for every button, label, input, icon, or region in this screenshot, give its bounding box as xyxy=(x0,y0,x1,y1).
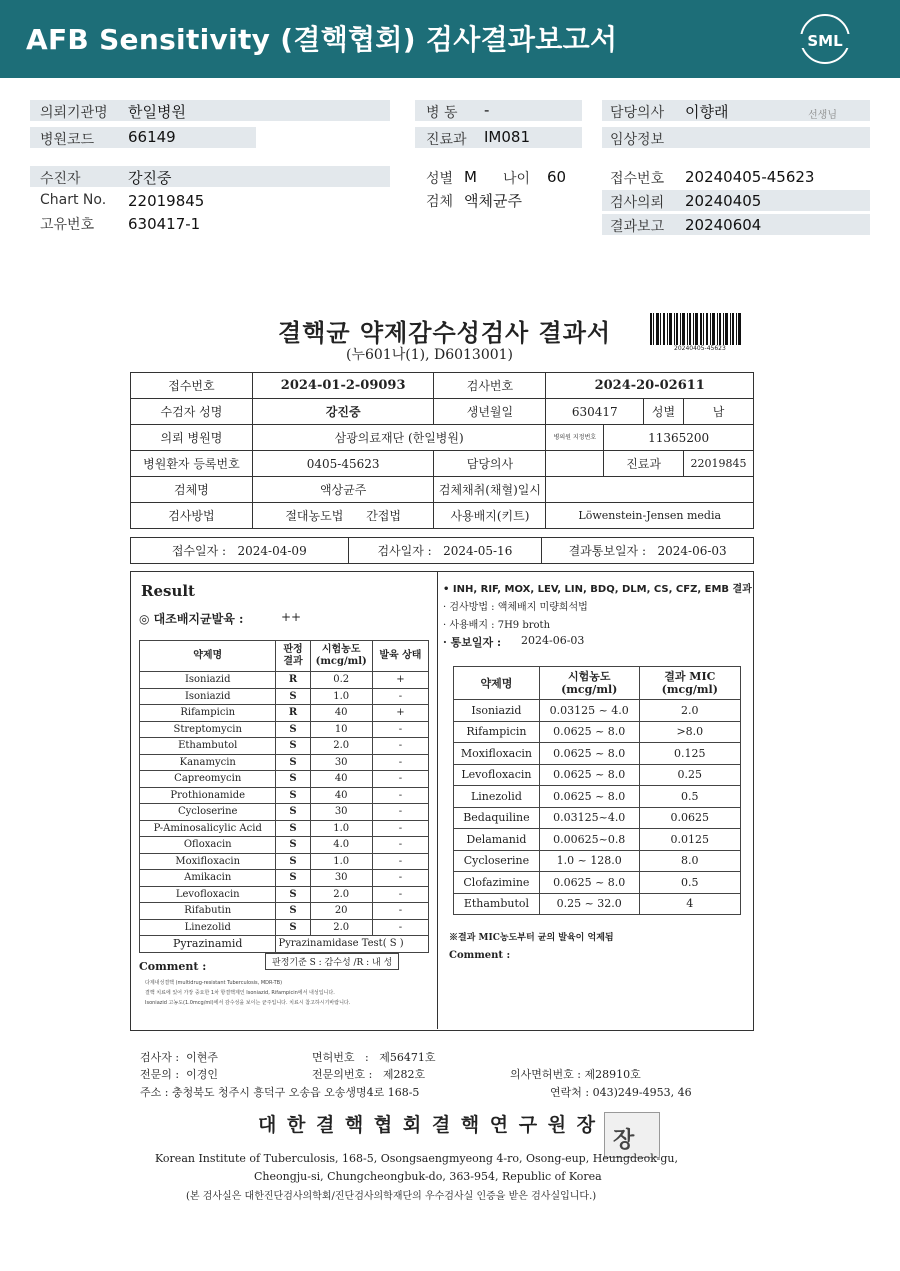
conc-cell: 1.0 xyxy=(310,688,372,705)
drug-cell: Levofloxacin xyxy=(140,886,276,903)
table-row xyxy=(140,853,429,870)
ward-value: - xyxy=(484,101,490,119)
table-row xyxy=(140,804,429,821)
drug-cell: Prothionamide xyxy=(140,787,276,804)
tested-label: 검사일자 : xyxy=(377,544,432,558)
institution-value: 한일병원 xyxy=(128,103,186,121)
info-reg-label: 병원환자 등록번호 xyxy=(131,451,253,477)
institution-label: 의뢰기관명 xyxy=(40,105,108,121)
result-cell: S xyxy=(276,853,310,870)
specimen-value: 액체균주 xyxy=(464,192,522,210)
conc-cell: 30 xyxy=(310,804,372,821)
mic-value-cell: 0.0125 xyxy=(639,829,740,851)
spec-no-value: 제282호 xyxy=(382,1068,426,1081)
department-label: 진료과 xyxy=(426,132,467,148)
table-row xyxy=(140,771,429,788)
notified-value: 2024-06-03 xyxy=(657,544,727,558)
spec-no-label: 전문의번호 : xyxy=(312,1068,373,1081)
tested-value: 2024-05-16 xyxy=(443,544,513,558)
received-value: 2024-04-09 xyxy=(237,544,307,558)
info-dept-label: 진료과 xyxy=(604,451,684,477)
mic-range-cell: 0.25 ~ 32.0 xyxy=(539,893,639,915)
info-medium-label: 사용배지(키트) xyxy=(434,503,546,529)
unique-value: 630417-1 xyxy=(128,215,201,233)
table-row xyxy=(454,893,741,915)
mic-drug-cell: Cycloserine xyxy=(454,850,540,872)
mic-value-cell: 0.0625 xyxy=(639,807,740,829)
table-row xyxy=(454,829,741,851)
address-value: 충청북도 청주시 흥덕구 오송읍 오송생명4로 168-5 xyxy=(171,1086,420,1099)
mic-drug-cell: Ethambutol xyxy=(454,893,540,915)
drug-cell: Ethambutol xyxy=(140,738,276,755)
table-row xyxy=(140,688,429,705)
info-collect-value xyxy=(546,477,754,503)
patient-label: 수진자 xyxy=(40,171,81,187)
conc-cell: 10 xyxy=(310,721,372,738)
certification-note: (본 검사실은 대한진단검사의학회/진단검사의학재단의 우수검사실 인증을 받은 검사실입니다.) xyxy=(186,1191,597,1202)
mic-drug-cell: Rifampicin xyxy=(454,721,540,743)
address-label: 주소 : xyxy=(140,1086,169,1099)
mic-value-cell: 0.5 xyxy=(639,872,740,894)
conc-cell: 2.0 xyxy=(310,919,372,936)
conc-cell: 4.0 xyxy=(310,837,372,854)
spec-no-line xyxy=(312,1066,425,1082)
hospital-code-label: 병원코드 xyxy=(40,132,95,148)
mic-range-cell: 0.03125 ~ 4.0 xyxy=(539,700,639,722)
patient-row xyxy=(30,166,390,187)
growth-cell: - xyxy=(372,837,428,854)
mic-drug-cell: Delamanid xyxy=(454,829,540,851)
page-title: AFB Sensitivity (결핵협회) 검사결과보고서 xyxy=(26,23,618,56)
mic-heading: • INH, RIF, MOX, LEV, LIN, BDQ, DLM, CS, CFZ, EMB 결과 xyxy=(443,584,752,595)
drug-cell: Kanamycin xyxy=(140,754,276,771)
license-line xyxy=(312,1049,435,1065)
growth-cell: - xyxy=(372,738,428,755)
growth-cell: - xyxy=(372,787,428,804)
tester-line xyxy=(140,1049,218,1065)
report-title: 결핵균 약제감수성검사 결과서 xyxy=(278,318,612,347)
mic-range-cell: 0.03125~4.0 xyxy=(539,807,639,829)
drug-cell: Moxifloxacin xyxy=(140,853,276,870)
logo-text: SML xyxy=(807,32,843,50)
address-line xyxy=(140,1084,419,1100)
table-row xyxy=(140,754,429,771)
contact-value: 043)249-4953, 46 xyxy=(592,1086,692,1099)
age-value: 60 xyxy=(547,168,567,186)
drug-cell: Amikacin xyxy=(140,870,276,887)
result-cell: S xyxy=(276,820,310,837)
criteria-box: 판정기준 S : 감수성 /R : 내 성 xyxy=(265,953,399,970)
result-cell: S xyxy=(276,919,310,936)
mic-range-cell: 1.0 ~ 128.0 xyxy=(539,850,639,872)
growth-label: ◎ 대조배지균발육 : xyxy=(139,612,244,626)
d1-header-conc: 시험농도 (mcg/ml) xyxy=(310,641,372,672)
mic-value-cell: >8.0 xyxy=(639,721,740,743)
pza-drug: Pyrazinamid xyxy=(140,936,276,953)
report-subtitle: (누601나(1), D6013001) xyxy=(346,347,514,363)
table-row xyxy=(454,764,741,786)
barcode-icon xyxy=(650,313,742,345)
doc-license-value: 제28910호 xyxy=(584,1068,641,1081)
mic-medium: · 사용배지 : 7H9 broth xyxy=(443,620,551,631)
result-cell: R xyxy=(276,672,310,689)
mic-value-cell: 0.125 xyxy=(639,743,740,765)
info-test-no-label: 검사번호 xyxy=(434,373,546,399)
conc-cell: 40 xyxy=(310,787,372,804)
mic-value-cell: 8.0 xyxy=(639,850,740,872)
info-designated-value: 11365200 xyxy=(604,425,754,451)
comment-line: 다제내성결핵 (multidrug-resistant Tuberculosis, MDR-TB) xyxy=(145,980,283,986)
chart-label: Chart No. xyxy=(40,192,107,208)
sex-label: 성별 xyxy=(426,171,454,187)
mic-value-cell: 0.25 xyxy=(639,764,740,786)
barcode-number: 20240405-45623 xyxy=(674,345,726,352)
mic-drug-cell: Moxifloxacin xyxy=(454,743,540,765)
stamp-char: 장 xyxy=(613,1127,635,1153)
doctor-label: 담당의사 xyxy=(610,105,665,121)
info-reg-value: 0405-45623 xyxy=(252,451,434,477)
drug-cell: Streptomycin xyxy=(140,721,276,738)
result-cell: S xyxy=(276,738,310,755)
receipt-label: 접수번호 xyxy=(610,171,665,187)
conc-cell: 0.2 xyxy=(310,672,372,689)
conc-cell: 1.0 xyxy=(310,853,372,870)
mic-range-cell: 0.0625 ~ 8.0 xyxy=(539,872,639,894)
received-label: 접수일자 : xyxy=(171,544,227,558)
mic-drug-cell: Bedaquiline xyxy=(454,807,540,829)
clinical-label: 임상정보 xyxy=(610,132,665,148)
info-name-label: 수검자 성명 xyxy=(131,399,253,425)
table-row xyxy=(140,820,429,837)
info-dept-value: 22019845 xyxy=(683,451,753,477)
report-dates-table xyxy=(130,537,754,564)
chart-value: 22019845 xyxy=(128,192,205,210)
mic-method: · 검사방법 : 액체배지 미량희석법 xyxy=(443,602,588,613)
mic-range-cell: 0.0625 ~ 8.0 xyxy=(539,786,639,808)
info-method-label: 검사방법 xyxy=(131,503,253,529)
table-row xyxy=(140,919,429,936)
conc-cell: 1.0 xyxy=(310,820,372,837)
mic-drug-cell: Levofloxacin xyxy=(454,764,540,786)
growth-cell: - xyxy=(372,688,428,705)
growth-cell: - xyxy=(372,721,428,738)
english-address-1: Korean Institute of Tuberculosis, 168-5, Osongsaengmyeong 4-ro, Osong-eup, Heungdeok-gu, xyxy=(155,1152,679,1165)
table-row xyxy=(140,738,429,755)
sex-value: M xyxy=(464,168,477,186)
growth-cell: - xyxy=(372,903,428,920)
growth-cell: + xyxy=(372,705,428,722)
table-row xyxy=(454,786,741,808)
growth-cell: - xyxy=(372,919,428,936)
result-box xyxy=(130,571,754,1031)
doc-license-label: 의사면허번호 : xyxy=(510,1068,581,1081)
growth-cell: - xyxy=(372,870,428,887)
request-label: 검사의뢰 xyxy=(610,195,665,211)
d1-header-drug: 약제명 xyxy=(140,641,276,672)
drug-cell: Capreomycin xyxy=(140,771,276,788)
report-info-table xyxy=(130,372,754,529)
tester-value: 이현주 xyxy=(186,1051,218,1064)
table-row xyxy=(454,700,741,722)
info-receipt-value: 2024-01-2-09093 xyxy=(252,373,434,399)
mic-drug-cell: Isoniazid xyxy=(454,700,540,722)
result-cell: S xyxy=(276,754,310,771)
mic-table xyxy=(453,666,741,915)
drug-cell: Rifampicin xyxy=(140,705,276,722)
sml-logo-icon xyxy=(798,12,852,66)
license-label: 면허번호 xyxy=(312,1051,355,1064)
result-cell: S xyxy=(276,837,310,854)
table-row xyxy=(140,903,429,920)
conc-cell: 20 xyxy=(310,903,372,920)
license-value: 제56471호 xyxy=(379,1051,436,1064)
table-row xyxy=(140,721,429,738)
mic-range-cell: 0.0625 ~ 8.0 xyxy=(539,721,639,743)
notified-label: 결과통보일자 : xyxy=(568,544,647,558)
info-test-no-value: 2024-20-02611 xyxy=(546,373,754,399)
info-method-1: 절대농도법 xyxy=(285,509,344,523)
info-method-value xyxy=(252,503,434,529)
specialist-value: 이경인 xyxy=(186,1068,218,1081)
result-cell: S xyxy=(276,886,310,903)
info-birth-value: 630417 xyxy=(546,399,644,425)
contact-line xyxy=(550,1084,692,1100)
date-notified xyxy=(542,538,754,564)
mic-drug-cell: Clofazimine xyxy=(454,872,540,894)
specimen-label: 검체 xyxy=(426,194,454,210)
info-method-2: 간접법 xyxy=(366,509,401,523)
mic-notify-value: 2024-06-03 xyxy=(521,634,585,647)
info-medium-value: Löwenstein-Jensen media xyxy=(546,503,754,529)
growth-cell: - xyxy=(372,820,428,837)
result-comment xyxy=(145,978,350,1008)
conc-cell: 40 xyxy=(310,771,372,788)
result-heading: Result xyxy=(141,582,195,600)
report-label: 결과보고 xyxy=(610,219,665,235)
result-divider xyxy=(437,572,438,1029)
info-name-value: 강진중 xyxy=(252,399,434,425)
result-cell: S xyxy=(276,787,310,804)
doctor-suffix: 선생님 xyxy=(808,110,837,121)
table-row xyxy=(454,872,741,894)
conc-cell: 30 xyxy=(310,754,372,771)
mic-comment-label: Comment : xyxy=(449,950,511,961)
ward-label: 병 동 xyxy=(426,105,458,121)
result-cell: S xyxy=(276,903,310,920)
drug-cell: Isoniazid xyxy=(140,688,276,705)
table-row xyxy=(140,886,429,903)
mic-drug-cell: Linezolid xyxy=(454,786,540,808)
unique-label: 고유번호 xyxy=(40,217,95,233)
drug-cell: Ofloxacin xyxy=(140,837,276,854)
table-row xyxy=(454,807,741,829)
info-specimen-value: 액상균주 xyxy=(252,477,434,503)
table-row xyxy=(454,850,741,872)
info-sex-label: 성별 xyxy=(644,399,684,425)
resistance-table xyxy=(139,640,429,953)
info-hospital-value: 삼광의료재단 (한일병원) xyxy=(252,425,546,451)
conc-cell: 30 xyxy=(310,870,372,887)
growth-cell: - xyxy=(372,804,428,821)
growth-cell: - xyxy=(372,886,428,903)
mic-note: ※결과 MIC농도부터 균의 발육이 억제됨 xyxy=(449,933,614,943)
mic-range-cell: 0.00625~0.8 xyxy=(539,829,639,851)
growth-cell: - xyxy=(372,754,428,771)
drug-cell: Isoniazid xyxy=(140,672,276,689)
request-value: 20240405 xyxy=(685,192,762,210)
mic-value-cell: 0.5 xyxy=(639,786,740,808)
table-row xyxy=(140,787,429,804)
table-row xyxy=(454,721,741,743)
pza-result: Pyrazinamidase Test( S ) xyxy=(276,936,429,953)
result-cell: S xyxy=(276,771,310,788)
growth-cell: - xyxy=(372,853,428,870)
mic-value-cell: 4 xyxy=(639,893,740,915)
date-received xyxy=(131,538,349,564)
contact-label: 연락처 : xyxy=(550,1086,590,1099)
result-cell: S xyxy=(276,870,310,887)
age-label: 나이 xyxy=(503,171,531,187)
mic-range-cell: 0.0625 ~ 8.0 xyxy=(539,743,639,765)
growth-cell: - xyxy=(372,771,428,788)
mic-notify-label: · 통보일자 : xyxy=(443,636,502,649)
hospital-code-value: 66149 xyxy=(128,128,176,146)
d2-header-mic: 결과 MIC (mcg/ml) xyxy=(639,667,740,700)
info-birth-label: 생년월일 xyxy=(434,399,546,425)
d1-header-result: 판정 결과 xyxy=(276,641,310,672)
table-row xyxy=(140,672,429,689)
table-row xyxy=(454,743,741,765)
table-row xyxy=(140,870,429,887)
info-collect-label: 검체채취(채혈)일시 xyxy=(434,477,546,503)
drug-cell: P-Aminosalicylic Acid xyxy=(140,820,276,837)
info-designated-label: 병의원 지정번호 xyxy=(546,425,604,451)
growth-cell: + xyxy=(372,672,428,689)
date-tested xyxy=(348,538,542,564)
drug-cell: Rifabutin xyxy=(140,903,276,920)
d1-header-growth: 발육 상태 xyxy=(372,641,428,672)
d2-header-range: 시험농도 (mcg/ml) xyxy=(539,667,639,700)
drug-cell: Linezolid xyxy=(140,919,276,936)
comment-line: Isoniazid 고농도(1.0mcg/ml)에서 감수성을 보이는 균주입니다. 치료시 참고하시기바랍니다. xyxy=(145,1000,351,1006)
table-row xyxy=(140,837,429,854)
conc-cell: 40 xyxy=(310,705,372,722)
result-cell: S xyxy=(276,688,310,705)
info-doctor-label: 담당의사 xyxy=(434,451,546,477)
growth-value: ++ xyxy=(281,610,302,624)
mic-value-cell: 2.0 xyxy=(639,700,740,722)
info-hospital-label: 의뢰 병원명 xyxy=(131,425,253,451)
tester-label: 검사자 : xyxy=(140,1051,180,1064)
d2-header-drug: 약제명 xyxy=(454,667,540,700)
english-address-2: Cheongju-si, Chungcheongbuk-do, 363-954, Republic of Korea xyxy=(254,1170,602,1183)
conc-cell: 2.0 xyxy=(310,886,372,903)
drug-cell: Cycloserine xyxy=(140,804,276,821)
table-row xyxy=(140,705,429,722)
doc-license-line xyxy=(510,1066,641,1082)
report-value: 20240604 xyxy=(685,216,762,234)
license-sep: : xyxy=(365,1051,369,1064)
patient-value: 강진중 xyxy=(128,169,172,187)
receipt-value: 20240405-45623 xyxy=(685,168,815,186)
info-specimen-label: 검체명 xyxy=(131,477,253,503)
result-comment-label: Comment : xyxy=(139,960,207,973)
info-doctor-value xyxy=(546,451,604,477)
mic-range-cell: 0.0625 ~ 8.0 xyxy=(539,764,639,786)
result-cell: S xyxy=(276,721,310,738)
info-sex-value: 남 xyxy=(683,399,753,425)
department-value: IM081 xyxy=(484,128,530,146)
header-bar xyxy=(0,0,900,78)
specialist-label: 전문의 : xyxy=(140,1068,180,1081)
doctor-value: 이향래 xyxy=(685,103,729,121)
result-cell: S xyxy=(276,804,310,821)
result-cell: R xyxy=(276,705,310,722)
info-receipt-label: 접수번호 xyxy=(131,373,253,399)
conc-cell: 2.0 xyxy=(310,738,372,755)
comment-line: 결핵 치료에 있어 가장 중요한 1차 항결핵제인 Isoniazid, Rifampicin에서 내성입니다. xyxy=(145,990,335,996)
org-name: 대 한 결 핵 협 회 결 핵 연 구 원 장 xyxy=(258,1114,598,1136)
specialist-line xyxy=(140,1066,218,1082)
